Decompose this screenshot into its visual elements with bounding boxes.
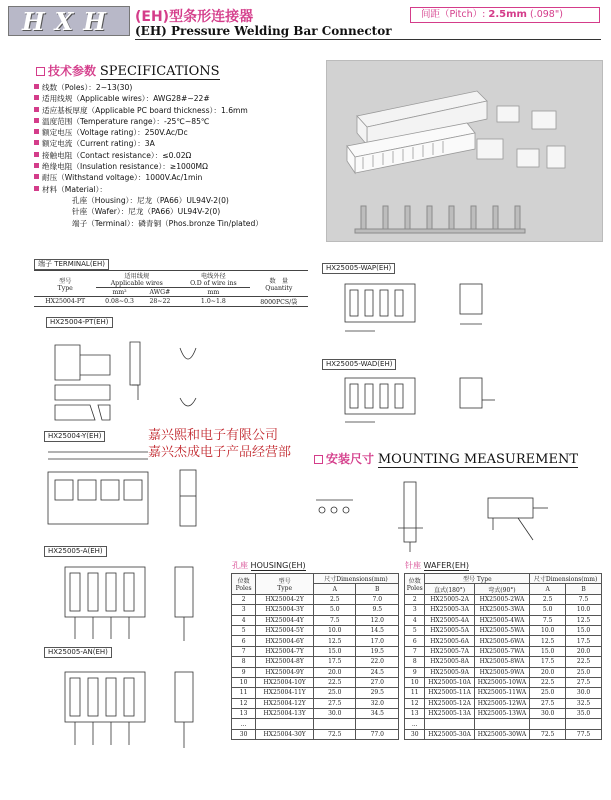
terminal-header-wires-en: Applicable wires: [110, 280, 163, 287]
table-cell: [566, 719, 602, 729]
terminal-header-type-cn: 型号: [59, 277, 72, 285]
table-cell: HX25004-30Y: [256, 729, 314, 739]
terminal-cell: 1.0~1.8: [177, 297, 249, 307]
table-cell: 20.0: [314, 667, 356, 677]
spec-row: [34, 105, 324, 116]
brand-logo: HXH: [8, 6, 130, 36]
spec-row: [34, 127, 324, 138]
material-row: 针座（Wafer）：尼龙（PA66）UL94V-2(0): [72, 207, 221, 217]
material-row: 端子（Terminal）：磷青铜（Phos.bronze Tin/plated）: [72, 218, 263, 228]
wafer-header-right: 弯式(90°): [474, 584, 530, 594]
header-rule: [135, 39, 601, 40]
housing-table: [231, 573, 399, 740]
terminal-header-od-en: O.D of wire ins: [190, 280, 237, 287]
wafer-table: [404, 573, 602, 740]
terminal-header-qty-en: Quantity: [265, 284, 293, 292]
terminal-header-type-en: Type: [57, 284, 73, 292]
table-cell: 27.5: [530, 698, 566, 708]
table-cell: [314, 719, 356, 729]
table-cell: 14.5: [356, 625, 399, 635]
housing-header-a: A: [314, 584, 356, 594]
table-row: [232, 605, 399, 615]
company-name-2: 嘉兴杰成电子产品经营部: [148, 445, 292, 460]
terminal-header-wires-cn: 适用线规: [124, 273, 150, 280]
table-cell: 30.0: [530, 709, 566, 719]
table-cell: 12: [405, 698, 425, 708]
table-cell: HX25004-7Y: [256, 646, 314, 656]
table-cell: 10: [232, 677, 256, 687]
table-row: [405, 646, 602, 656]
spec-text: 材料（Material）：: [42, 184, 108, 194]
table-cell: 2: [232, 594, 256, 604]
table-cell: 30: [405, 729, 425, 739]
table-cell: [474, 719, 530, 729]
table-cell: HX25004-9Y: [256, 667, 314, 677]
table-cell: HX25005-4WA: [474, 615, 530, 625]
terminal-table-title: 端子 TERMINAL(EH): [34, 259, 109, 270]
table-cell: HX25005-13WA: [474, 709, 530, 719]
table-cell: 7: [232, 646, 256, 656]
table-cell: HX25005-2WA: [474, 594, 530, 604]
table-cell: HX25005-12A: [425, 698, 474, 708]
table-cell: HX25005-3WA: [474, 605, 530, 615]
table-cell: HX25005-7WA: [474, 646, 530, 656]
spec-row: [34, 184, 324, 195]
wafer-an-drawing: [40, 660, 215, 755]
table-cell: HX25005-8WA: [474, 657, 530, 667]
table-row: [405, 688, 602, 698]
table-cell: 32.0: [356, 698, 399, 708]
table-cell: 17.5: [314, 657, 356, 667]
table-cell: 27.0: [356, 677, 399, 687]
square-bullet-icon: [36, 67, 45, 76]
table-cell: 2: [405, 594, 425, 604]
table-cell: 12: [232, 698, 256, 708]
table-cell: HX25005-8A: [425, 657, 474, 667]
table-row: [405, 625, 602, 635]
table-row: [405, 615, 602, 625]
bullet-icon: [34, 129, 39, 134]
table-cell: 9.5: [356, 605, 399, 615]
table-cell: HX25004-10Y: [256, 677, 314, 687]
table-cell: HX25004-8Y: [256, 657, 314, 667]
housing-table-body: [232, 594, 399, 739]
table-cell: 2.5: [530, 594, 566, 604]
table-cell: [356, 719, 399, 729]
table-row: [405, 605, 602, 615]
table-row: [232, 636, 399, 646]
housing-header-poles-en: Poles: [235, 584, 252, 592]
table-row: [232, 688, 399, 698]
terminal-header-od-cn: 电线外径: [200, 273, 226, 280]
bullet-icon: [34, 186, 39, 191]
wafer-header-a: A: [530, 584, 566, 594]
table-row: [232, 667, 399, 677]
table-row: [405, 719, 602, 729]
table-cell: 30: [232, 729, 256, 739]
wafer-header-poles-en: Poles: [406, 584, 423, 592]
table-row: [232, 698, 399, 708]
table-cell: HX25004-6Y: [256, 636, 314, 646]
y-drawing-title: HX25004-Y(EH): [44, 431, 105, 442]
table-cell: HX25005-4A: [425, 615, 474, 625]
table-cell: 20.0: [566, 646, 602, 656]
bullet-icon: [34, 84, 39, 89]
table-cell: HX25005-9WA: [474, 667, 530, 677]
spec-text: 额定电压（Voltage rating）：250V.Ac/Dc: [42, 128, 188, 138]
material-row: 孔座（Housing）：尼龙（PA66）UL94V-2(0): [72, 195, 229, 205]
housing-header-type-cn: 型号: [278, 577, 291, 585]
table-row: [232, 729, 399, 739]
square-bullet-icon: [314, 455, 323, 464]
table-cell: 22.5: [314, 677, 356, 687]
table-cell: 30.0: [566, 688, 602, 698]
pitch-inch: (.098"): [529, 9, 563, 20]
spec-text: 线数（Poles）：2~13(30): [42, 83, 133, 92]
spec-text: 适应基板厚度（Applicable PC board thickness）：1.6mm: [42, 105, 248, 115]
table-cell: 77.5: [566, 729, 602, 739]
wafer-header-b: B: [566, 584, 602, 594]
table-cell: 17.5: [530, 657, 566, 667]
bullet-icon: [34, 95, 39, 100]
table-cell: 10.0: [566, 605, 602, 615]
bullet-icon: [34, 163, 39, 168]
spec-row: [34, 138, 324, 149]
table-cell: 25.0: [314, 688, 356, 698]
table-cell: 10.0: [530, 625, 566, 635]
table-cell: [530, 719, 566, 729]
table-cell: 17.5: [566, 636, 602, 646]
table-cell: 10: [405, 677, 425, 687]
table-cell: 32.5: [566, 698, 602, 708]
table-cell: 9: [405, 667, 425, 677]
table-row: [232, 625, 399, 635]
table-cell: HX25004-4Y: [256, 615, 314, 625]
table-cell: HX25004-2Y: [256, 594, 314, 604]
table-cell: HX25005-6A: [425, 636, 474, 646]
bullet-icon: [34, 152, 39, 157]
table-cell: 17.0: [356, 636, 399, 646]
table-cell: ...: [232, 719, 256, 729]
table-cell: 10.0: [314, 625, 356, 635]
table-cell: HX25005-2A: [425, 594, 474, 604]
table-row: [405, 636, 602, 646]
spec-text: 绝缘电阻（Insulation resistance）：≥1000MΩ: [42, 162, 208, 172]
table-cell: HX25005-13A: [425, 709, 474, 719]
table-cell: 7.5: [566, 594, 602, 604]
table-row: [232, 719, 399, 729]
table-cell: HX25005-30A: [425, 729, 474, 739]
table-cell: 11: [232, 688, 256, 698]
table-cell: HX25005-11WA: [474, 688, 530, 698]
terminal-table: [34, 270, 308, 307]
table-cell: 7.5: [530, 615, 566, 625]
table-cell: HX25004-12Y: [256, 698, 314, 708]
table-cell: 15.0: [566, 625, 602, 635]
table-cell: HX25005-30WA: [474, 729, 530, 739]
spec-row: [34, 161, 324, 172]
table-cell: HX25004-13Y: [256, 709, 314, 719]
mounting-drawing: [308, 470, 603, 555]
wafer-header-dims: 尺寸Dimensions(mm): [530, 574, 602, 584]
wafer-header-poles-cn: 位数: [408, 577, 421, 585]
table-row: [34, 297, 308, 307]
housing-header-poles-cn: 位数: [237, 577, 250, 585]
table-row: [405, 709, 602, 719]
title-chinese: (EH)型条形连接器: [135, 9, 254, 25]
table-row: [232, 677, 399, 687]
terminal-drawing: [40, 330, 210, 425]
table-cell: 13: [405, 709, 425, 719]
table-cell: [256, 719, 314, 729]
spec-row: [34, 150, 324, 161]
table-cell: 6: [405, 636, 425, 646]
table-row: [232, 615, 399, 625]
spec-list: [34, 82, 324, 229]
table-cell: HX25005-10A: [425, 677, 474, 687]
housing-table-title: 孔座 HOUSING(EH): [232, 561, 306, 570]
wap-drawing-title: HX25005-WAP(EH): [322, 263, 395, 274]
table-cell: HX25005-6WA: [474, 636, 530, 646]
spec-text: 接触电阻（Contact resistance）：≤0.02Ω: [42, 150, 192, 160]
wafer-table-title: 针座 WAFER(EH): [405, 561, 470, 570]
table-row: [232, 646, 399, 656]
table-row: [232, 657, 399, 667]
specs-heading: 技术参数 SPECIFICATIONS: [36, 62, 220, 79]
table-cell: 22.0: [356, 657, 399, 667]
table-cell: HX25004-3Y: [256, 605, 314, 615]
table-cell: HX25005-5A: [425, 625, 474, 635]
spec-row: [34, 82, 324, 93]
table-cell: HX25005-9A: [425, 667, 474, 677]
wafer-a-drawing: [40, 559, 215, 649]
table-cell: 25.0: [530, 688, 566, 698]
table-row: [405, 677, 602, 687]
table-row: [405, 667, 602, 677]
terminal-cell: 0.08~0.3: [96, 297, 142, 307]
table-cell: HX25005-12WA: [474, 698, 530, 708]
pitch-box: [410, 7, 600, 23]
product-photo: [326, 60, 603, 242]
table-cell: 34.5: [356, 709, 399, 719]
spec-text: 耐压（Withstand voltage）：1000V.Ac/1min: [42, 173, 203, 183]
table-cell: HX25004-11Y: [256, 688, 314, 698]
table-cell: HX25005-7A: [425, 646, 474, 656]
table-cell: 20.0: [530, 667, 566, 677]
company-name-1: 嘉兴熙和电子有限公司: [148, 428, 279, 443]
housing-header-dims: 尺寸Dimensions(mm): [314, 574, 399, 584]
table-cell: 4: [232, 615, 256, 625]
table-cell: 15.0: [314, 646, 356, 656]
table-cell: 11: [405, 688, 425, 698]
table-cell: 12.0: [356, 615, 399, 625]
table-cell: 7: [405, 646, 425, 656]
terminal-header-qty-cn: 数 量: [269, 277, 289, 285]
table-cell: 27.5: [566, 677, 602, 687]
table-cell: 8: [405, 657, 425, 667]
title-english: (EH) Pressure Welding Bar Connector: [135, 24, 392, 38]
table-cell: 12.5: [566, 615, 602, 625]
table-cell: 5: [405, 625, 425, 635]
table-cell: HX25004-5Y: [256, 625, 314, 635]
terminal-header-awg: AWG#: [143, 288, 177, 297]
table-cell: ...: [405, 719, 425, 729]
table-cell: 72.5: [314, 729, 356, 739]
spec-row: [34, 172, 324, 183]
housing-header-type-en: Type: [277, 584, 293, 592]
table-cell: 8: [232, 657, 256, 667]
mounting-heading: 安装尺寸 MOUNTING MEASUREMENT: [314, 450, 578, 467]
table-row: [405, 657, 602, 667]
table-cell: 6: [232, 636, 256, 646]
wafer-header-type: 型号 Type: [425, 574, 530, 584]
table-cell: 5.0: [314, 605, 356, 615]
table-cell: 24.5: [356, 667, 399, 677]
bullet-icon: [34, 140, 39, 145]
table-cell: 2.5: [314, 594, 356, 604]
a-drawing-title: HX25005-A(EH): [44, 546, 107, 557]
spec-row: [34, 93, 324, 104]
wafer-wap-drawing: [335, 276, 505, 346]
table-cell: 22.5: [530, 677, 566, 687]
terminal-cell: 28~22: [143, 297, 177, 307]
table-cell: 12.5: [314, 636, 356, 646]
wad-drawing-title: HX25005-WAD(EH): [322, 359, 396, 370]
wafer-table-body: [405, 594, 602, 739]
table-cell: 13: [232, 709, 256, 719]
spec-text: 适用线规（Applicable wires）：AWG28#~22#: [42, 94, 210, 104]
spec-text: 额定电流（Current rating）：3A: [42, 139, 155, 149]
table-cell: 22.5: [566, 657, 602, 667]
table-cell: [425, 719, 474, 729]
table-cell: 29.5: [356, 688, 399, 698]
table-cell: 7.0: [356, 594, 399, 604]
an-drawing-title: HX25005-AN(EH): [44, 647, 112, 658]
table-cell: 19.5: [356, 646, 399, 656]
table-row: [232, 709, 399, 719]
table-cell: 3: [405, 605, 425, 615]
spec-row: [34, 116, 324, 127]
terminal-cell: 8000PCS/袋: [250, 297, 308, 307]
wafer-wad-drawing: [335, 372, 505, 434]
table-row: [405, 729, 602, 739]
pitch-label: 间距（Pitch）:: [421, 9, 486, 20]
table-cell: HX25005-5WA: [474, 625, 530, 635]
wafer-header-straight: 直式(180°): [425, 584, 474, 594]
table-cell: 27.5: [314, 698, 356, 708]
pitch-value: 2.5mm: [488, 9, 527, 20]
terminal-header-mm2: mm²: [96, 288, 142, 297]
table-cell: 9: [232, 667, 256, 677]
spec-text: 温度范围（Temperature range）：-25℃~85℃: [42, 116, 210, 126]
table-cell: 5.0: [530, 605, 566, 615]
table-cell: 3: [232, 605, 256, 615]
table-cell: 7.5: [314, 615, 356, 625]
table-cell: HX25005-11A: [425, 688, 474, 698]
housing-header-b: B: [356, 584, 399, 594]
table-cell: 5: [232, 625, 256, 635]
terminal-cell: HX25004-PT: [34, 297, 96, 307]
table-cell: 12.5: [530, 636, 566, 646]
table-cell: 35.0: [566, 709, 602, 719]
table-cell: HX25005-10WA: [474, 677, 530, 687]
table-cell: 4: [405, 615, 425, 625]
table-row: [405, 594, 602, 604]
pt-drawing-title: HX25004-PT(EH): [46, 317, 113, 328]
table-cell: 15.0: [530, 646, 566, 656]
table-cell: HX25005-3A: [425, 605, 474, 615]
table-row: [232, 594, 399, 604]
table-row: [405, 698, 602, 708]
bullet-icon: [34, 174, 39, 179]
terminal-header-mm: mm: [177, 288, 249, 297]
table-cell: 30.0: [314, 709, 356, 719]
bullet-icon: [34, 107, 39, 112]
table-cell: 25.0: [566, 667, 602, 677]
bullet-icon: [34, 118, 39, 123]
table-cell: 72.5: [530, 729, 566, 739]
table-cell: 77.0: [356, 729, 399, 739]
